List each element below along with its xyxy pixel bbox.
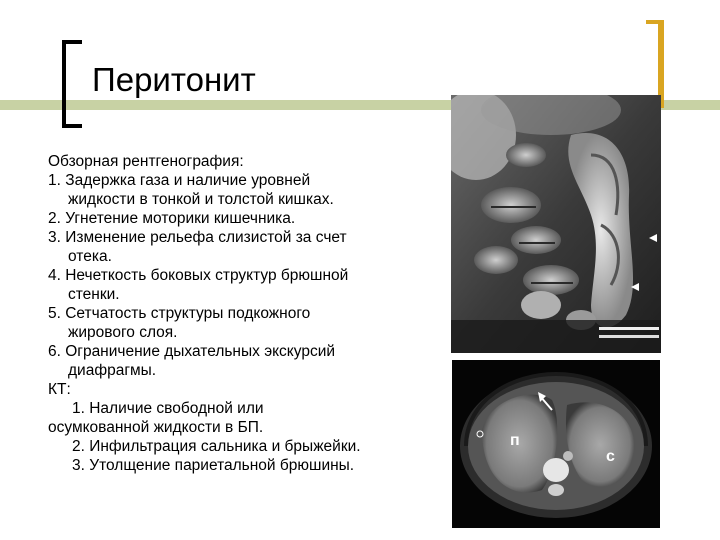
ct-label-left: п [510, 432, 520, 449]
text-line: 3. Изменение рельефа слизистой за счет [48, 229, 347, 246]
text-line: 6. Ограничение дыхательных экскурсий [48, 343, 336, 360]
left-bracket-decoration [62, 40, 82, 128]
ct-label-right: с [606, 448, 615, 465]
text-line: отека. [68, 248, 112, 265]
text-line: 2. Угнетение моторики кишечника. [48, 210, 296, 227]
ct-scan-image [452, 360, 660, 528]
text-line: жирового слоя. [68, 324, 178, 341]
text-line: 5. Сетчатость структуры подкожного [48, 305, 311, 322]
text-line: 3. Утолщение париетальной брюшины. [72, 457, 355, 474]
slide-title: Перитонит [92, 61, 256, 98]
abdominal-xray-image [451, 95, 661, 353]
text-line: 2. Инфильтрация сальника и брыжейки. [72, 438, 361, 455]
text-line: жидкости в тонкой и толстой кишках. [68, 191, 334, 208]
text-line: диафрагмы. [68, 362, 157, 379]
text-line: Обзорная рентгенография: [48, 153, 244, 170]
text-line: осумкованной жидкости в БП. [48, 419, 264, 436]
slide-body-text [48, 152, 448, 475]
text-line: 4. Нечеткость боковых структур брюшной [48, 267, 349, 284]
text-line: 1. Наличие свободной или [72, 400, 264, 417]
text-line: КТ: [48, 381, 71, 398]
text-line: стенки. [68, 286, 120, 303]
text-line: 1. Задержка газа и наличие уровней [48, 172, 311, 189]
